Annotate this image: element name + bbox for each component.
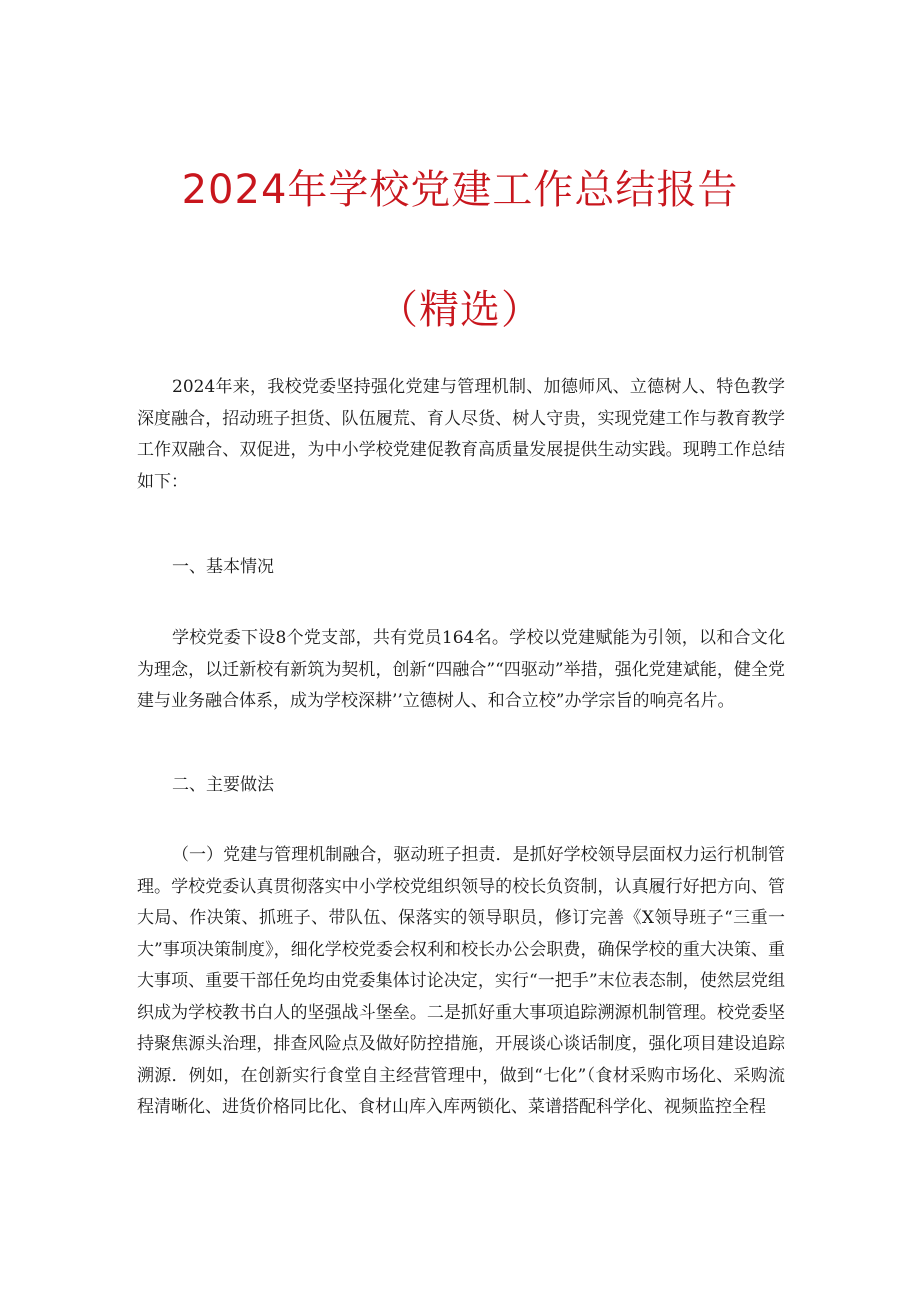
section-heading-basic: 一、基本情况 (172, 557, 274, 577)
intro-paragraph: 2024年来，我校党委坚持强化党建与管理机制、加德师风、立德树人、特色教学深度融合，招动班子担货、队伍履荒、育人尽货、树人守贵，实现党建工作与教育教学工作双融合、双促进，为中小学校党建促教育高质量发展提供生动实践。现聘工作总结如下： (137, 377, 785, 492)
section-body-basic: 学校党委下设8个党支部，共有党员164名。学校以党建赋能为引领，以和合文化为理念，以迁新校有新筑为契机，创新“四融合”“四驱动”举措，强化党建斌能，健全党建与业务融合体系，成为学校深耕’’立德树人、和合立校”办学宗旨的响亮名片。 (137, 628, 785, 711)
section-heading-methods: 二、主要做法 (172, 775, 274, 795)
document-title: 2024年学校党建工作总结报告 (181, 167, 739, 213)
section-body-methods: （一）党建与管理机制融合，驱动班子担责．是抓好学校领导层面权力运行机制管理。学校党委认真贯彻落实中小学校党组织领导的校长负资制，认真履行好把方向、管大局、作决策、抓班子、带队伍、保落实的领导职员，修订完善《X领导班子“三重一大”事项决策制度》，细化学校党委会权利和校长办公会职费，确保学校的重大决策、重大事项、重要干部任免均由党委集体讨论决定，实行“一把手”末位表态制，使然层党组织成为学校教书白人的坚强战斗堡垒。二是抓好重大事项追踪溯源机制管理。校党委坚持聚焦源头治理，排查风险点及做好防控措施，开展谈心谈话制度，强化项目建设追踪溯源．例如，在创新实行食堂自主经营管理中，做到“七化”（食材采购市场化、采购流程清晰化、进货价格同比化、食材山库入库两锁化、菜谱搭配科学化、视频监控全程 (137, 845, 785, 1117)
document-subtitle: （精选） (378, 287, 542, 333)
